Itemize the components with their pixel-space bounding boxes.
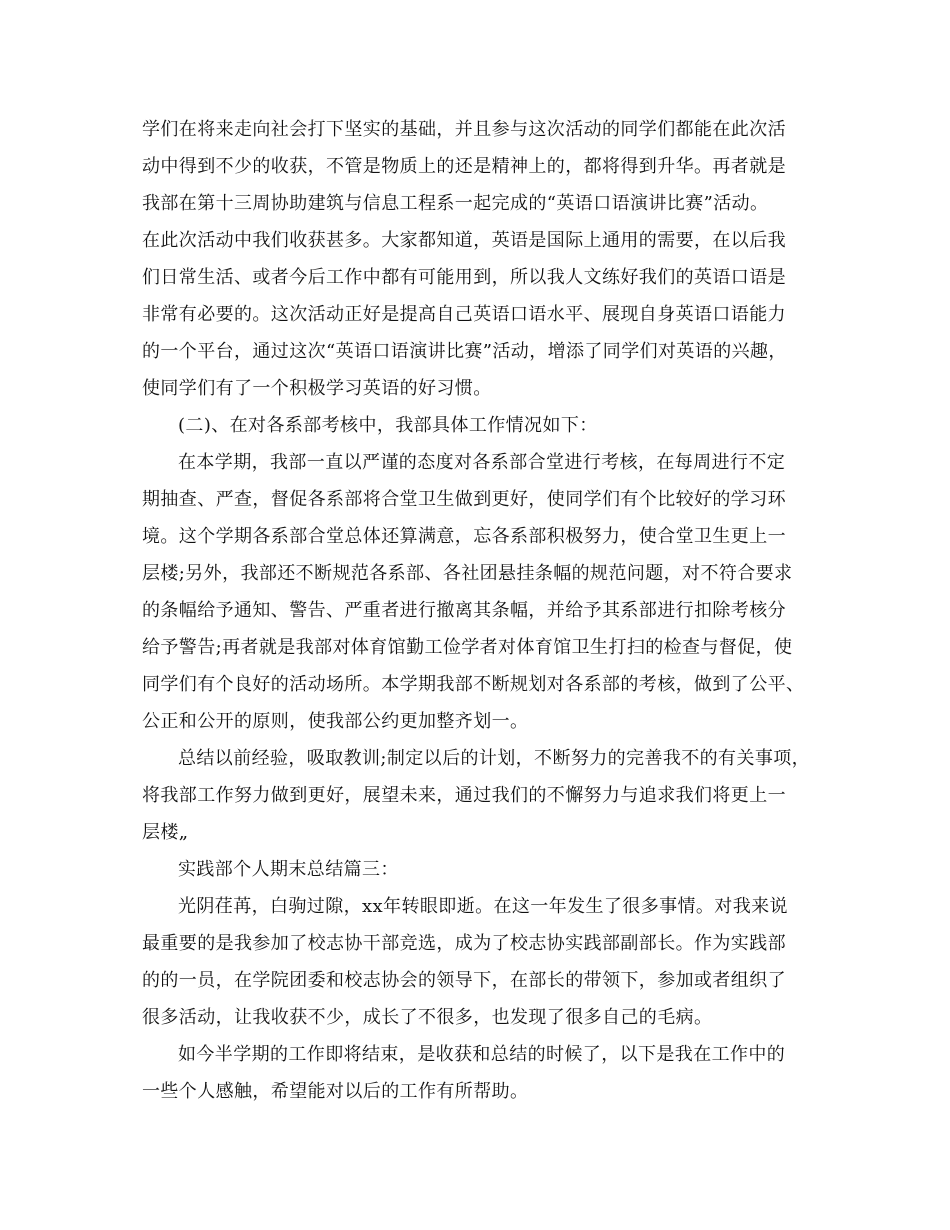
paragraph-line: 使同学们有了一个积极学习英语的好习惯。 — [142, 378, 492, 399]
paragraph-line: 一些个人感触，希望能对以后的工作有所帮助。 — [142, 1081, 529, 1102]
paragraph-line: 非常有必要的。这次活动正好是提高自己英语口语水平、展现自身英语口语能力 — [142, 304, 786, 325]
paragraph-line: 的条幅给予通知、警告、严重者进行撤离其条幅，并给予其系部进行扣除考核分 — [142, 600, 786, 621]
paragraph-line: 公正和公开的原则，使我部公约更加整齐划一。 — [142, 711, 529, 732]
section-heading: 实践部个人期末总结篇三： — [178, 859, 399, 880]
paragraph-line: 给予警告;再者就是我部对体育馆勤工俭学者对体育馆卫生打扫的检查与督促，使 — [142, 637, 793, 658]
paragraph-line: 层楼;另外，我部还不断规范各系部、各社团悬挂条幅的规范问题，对不符合要求 — [142, 563, 793, 584]
paragraph-line: 境。这个学期各系部合堂总体还算满意，忘各系部积极努力，使合堂卫生更上一 — [142, 526, 786, 547]
paragraph-line: 期抽查、严查，督促各系部将合堂卫生做到更好，使同学们有个比较好的学习环 — [142, 489, 786, 510]
paragraph-line: 同学们有个良好的活动场所。本学期我部不断规划对各系部的考核，做到了公平、 — [142, 674, 805, 695]
section-heading: (二)、在对各系部考核中，我部具体工作情况如下： — [178, 415, 598, 436]
paragraph-line: 在此次活动中我们收获甚多。大家都知道，英语是国际上通用的需要，在以后我 — [142, 230, 786, 251]
paragraph-line: 总结以前经验，吸取教训;制定以后的计划，不断努力的完善我不的有关事项， — [178, 748, 811, 769]
paragraph-line: 的的一员，在学院团委和校志协会的领导下，在部长的带领下，参加或者组织了 — [142, 970, 786, 991]
paragraph-line: 的一个平台，通过这次“英语口语演讲比赛”活动，增添了同学们对英语的兴趣， — [142, 341, 787, 362]
paragraph-line: 将我部工作努力做到更好，展望未来，通过我们的不懈努力与追求我们将更上一 — [142, 785, 786, 806]
paragraph-line: 如今半学期的工作即将结束，是收获和总结的时候了，以下是我在工作中的 — [178, 1044, 786, 1065]
paragraph-line: 最重要的是我参加了校志协干部竞选，成为了校志协实践部副部长。作为实践部 — [142, 933, 786, 954]
paragraph-line: 很多活动，让我收获不少，成长了不很多，也发现了很多自己的毛病。 — [142, 1007, 713, 1028]
paragraph-line: 动中得到不少的收获，不管是物质上的还是精神上的，都将得到升华。再者就是 — [142, 156, 786, 177]
paragraph-line: 我部在第十三周协助建筑与信息工程系一起完成的“英语口语演讲比赛”活动。 — [142, 193, 769, 214]
paragraph-line: 光阴荏苒，白驹过隙，xx年转眼即逝。在这一年发生了很多事情。对我来说 — [178, 896, 788, 917]
paragraph-line: 在本学期，我部一直以严谨的态度对各系部合堂进行考核，在每周进行不定 — [178, 452, 786, 473]
paragraph-line: 们日常生活、或者今后工作中都有可能用到，所以我人文练好我们的英语口语是 — [142, 267, 786, 288]
paragraph-line: 学们在将来走向社会打下坚实的基础，并且参与这次活动的同学们都能在此次活 — [142, 119, 786, 140]
paragraph-line: 层楼„ — [142, 822, 189, 843]
